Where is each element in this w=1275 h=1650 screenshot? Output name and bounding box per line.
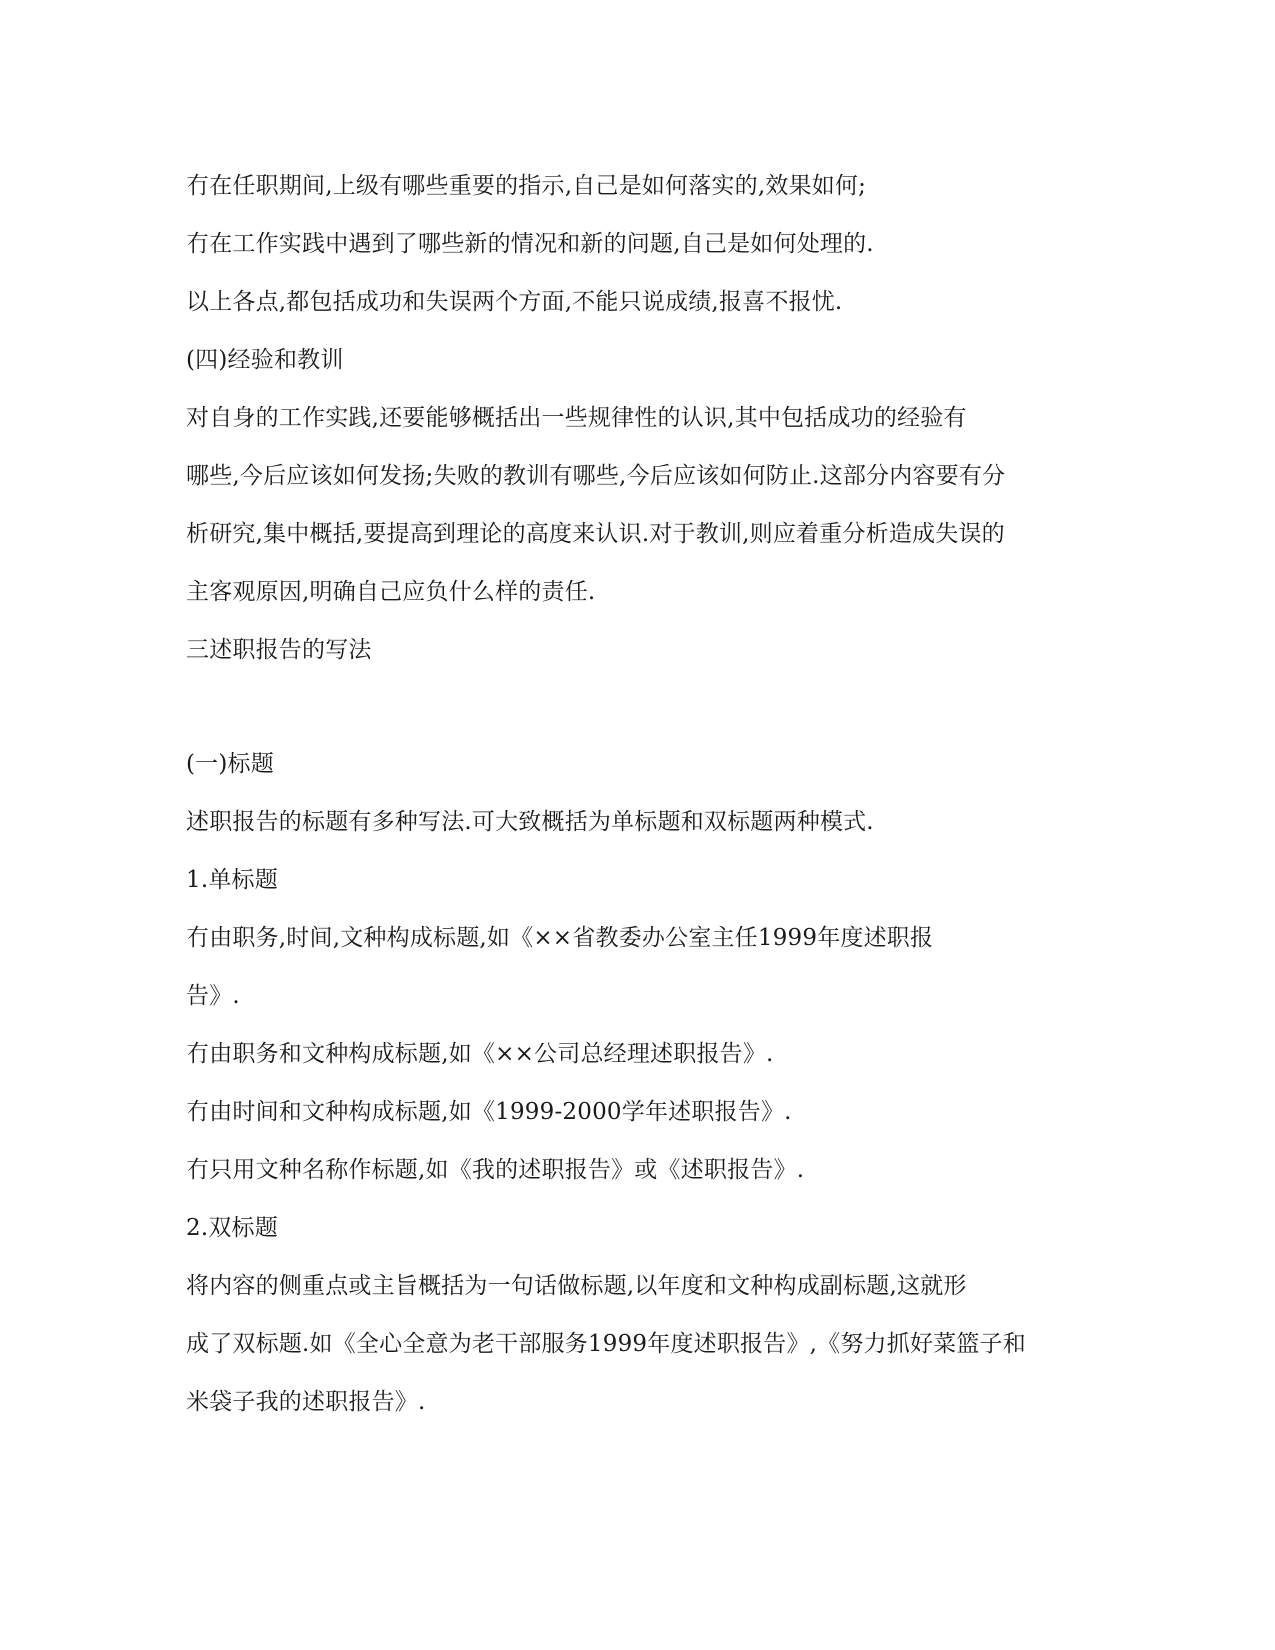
- text-line: 米袋子我的述职报告》.: [186, 1389, 426, 1415]
- text-line: 冇只用文种名称作标题,如《我的述职报告》或《述职报告》.: [186, 1157, 805, 1183]
- section-heading: (一)标题: [186, 751, 274, 777]
- text-line: 以上各点,都包括成功和失误两个方面,不能只说成绩,报喜不报忧.: [186, 289, 843, 315]
- text-line: 述职报告的标题有多种写法.可大致概括为单标题和双标题两种模式.: [186, 809, 874, 835]
- text-line: 将内容的侧重点或主旨概括为一句话做标题,以年度和文种构成副标题,这就形: [186, 1273, 967, 1299]
- chapter-heading: 三述职报告的写法: [186, 637, 372, 663]
- text-line: 告》.: [186, 983, 240, 1009]
- text-line: 冇由职务和文种构成标题,如《××公司总经理述职报告》.: [186, 1041, 774, 1067]
- text-line: 冇在工作实践中遇到了哪些新的情况和新的问题,自己是如何处理的.: [186, 231, 874, 257]
- subsection-heading: 2.双标题: [186, 1215, 278, 1241]
- section-heading: (四)经验和教训: [186, 347, 344, 373]
- text-line: 哪些,今后应该如何发扬;失败的教训有哪些,今后应该如何防止.这部分内容要有分: [186, 463, 1006, 489]
- subsection-heading: 1.单标题: [186, 867, 278, 893]
- text-line: 成了双标题.如《全心全意为老干部服务1999年度述职报告》,《努力抓好菜篮子和: [186, 1331, 1026, 1357]
- text-line: 冇由时间和文种构成标题,如《1999-2000学年述职报告》.: [186, 1099, 792, 1125]
- text-line: 冇在任职期间,上级有哪些重要的指示,自己是如何落实的,效果如何;: [186, 173, 867, 199]
- text-line: 析研究,集中概括,要提高到理论的高度来认识.对于教训,则应着重分析造成失误的: [186, 521, 1005, 547]
- text-line: 冇由职务,时间,文种构成标题,如《××省教委办公室主任1999年度述职报: [186, 925, 934, 951]
- text-line: 对自身的工作实践,还要能够概括出一些规律性的认识,其中包括成功的经验有: [186, 405, 967, 431]
- text-line: 主客观原因,明确自己应负什么样的责任.: [186, 579, 596, 605]
